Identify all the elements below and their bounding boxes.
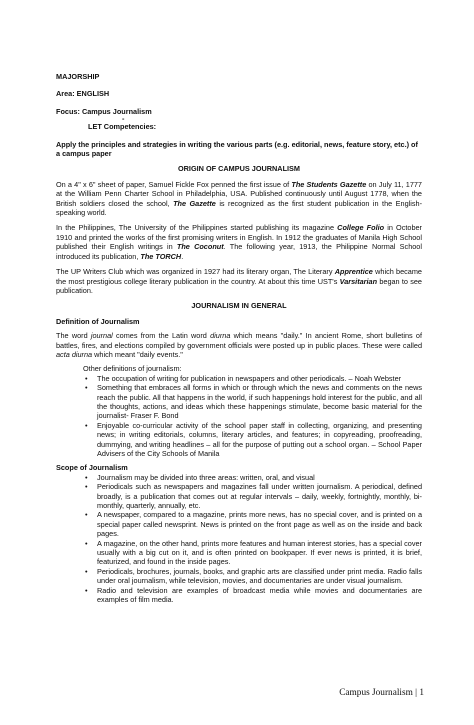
bullet-icon: • [85,383,88,393]
list-item: • A newspaper, compared to a magazine, prints more news, has no special cover, and is printed on a special paper called newsprint. News is printed on the front page as well as on the inside and back pages. [85,510,422,539]
list-item: • A magazine, on the other hand, prints more features and human interest stories, has a special cover usually with a big cut on it, and is often printed on bookpaper. If ever news is printed, it is brief, featurized, and found in the inside pages. [85,538,422,567]
scope-heading: Scope of Journalism [56,463,128,473]
list-item: • Periodicals, brochures, journals, books, and graphic arts are classified under print media. Radio falls under oral journalism, while television, movies, and documentaries are under visual journalism. [85,566,422,586]
bullet-icon: • [85,566,88,576]
list-item: • Something that embraces all forms in which or through which the news and comments on the news reach the public. All that happens in the world, if such happenings hold interest for the public, and all the thoughts, actions, and ideas which these happenings stimulate, become basic material for the journalist- Fraser F. Bond [85,383,422,421]
bullet-icon: • [85,585,88,595]
bullet-icon: • [85,472,88,482]
list-item: • The occupation of writing for publication in newspapers and other periodicals. – Noah Webster [85,373,402,383]
journalism-general-heading: JOURNALISM IN GENERAL [191,301,287,311]
list-item: • Journalism may be divided into three areas: written, oral, and visual [85,472,315,482]
dash-marker: - [122,114,125,124]
scope-list [56,473,422,605]
origin-paragraph-2: In the Philippines, The University of the Philippines started publishing its magazine College Folio in October 1910 and printed the works of the first promising writers in English. In 1912 the graduates of Manila High School published their English writings in The Coconut. The following year, 1913, the Philippine Normal School introduced its publication, The TORCH. [56,223,422,261]
origin-heading: ORIGIN OF CAMPUS JOURNALISM [177,164,301,174]
focus-label: Focus: Campus Journalism [56,106,152,116]
competency-statement: Apply the principles and strategies in writing the various parts (e.g. editorial, news, feature story, etc.) of a campus paper [56,139,418,159]
bullet-icon: • [85,420,88,430]
list-item: • Radio and television are examples of broadcast media while movies and documentaries are examples of film media. [85,585,422,605]
origin-paragraph-3: The UP Writers Club which was organized in 1927 had its literary organ, The Literary Apprentice which became the most prestigious college literary publication in the country. At about this time UST's Varsitarian began to see publication. [56,267,422,295]
other-definitions-list [56,374,422,459]
definition-paragraph: The word journal comes from the Latin word diurna which means "daily." In ancient Rome, short bulletins of battles, fires, and elections compiled by government officials were posted up in public places. These were called acta diurna which meant "daily events." [56,331,422,359]
bullet-icon: • [85,373,88,383]
bullet-icon: • [85,482,88,492]
origin-paragraph-1: On a 4" x 6" sheet of paper, Samuel Fickle Fox penned the first issue of The Students Gazette on July 11, 1777 at the William Penn Charter School in Philadelphia, USA. Published continuously until August 1778, when the British soldiers closed the school, The Gazette is recognized as the first student publication in the English-speaking world. [56,179,422,218]
area-label: Area: ENGLISH [56,89,110,99]
list-item: • Enjoyable co-curricular activity of the school paper staff in collecting, organizing, and presenting news; in writing editorials, columns, literary articles, and features; in copyreading, proofreading, dummying, and writing headlines – all for the purpose of putting out a school organ. – School Paper Advisers of the City Schools of Manila [85,420,422,458]
let-competencies-label: LET Competencies: [88,122,157,132]
majorship-label: MAJORSHIP [56,72,100,81]
page-footer: Campus Journalism | 1 [339,688,424,698]
bullet-icon: • [85,538,88,548]
bullet-icon: • [85,510,88,520]
document-body [56,72,422,605]
other-definitions-label: Other definitions of journalism: [83,364,182,374]
list-item: • Periodicals such as newspapers and magazines fall under written journalism. A periodical, defined broadly, is a publication that comes out at regular intervals – daily, weekly, fortnightly, monthly, bi-monthly, quarterly, annually, etc. [85,482,422,511]
definition-heading: Definition of Journalism [56,316,140,326]
